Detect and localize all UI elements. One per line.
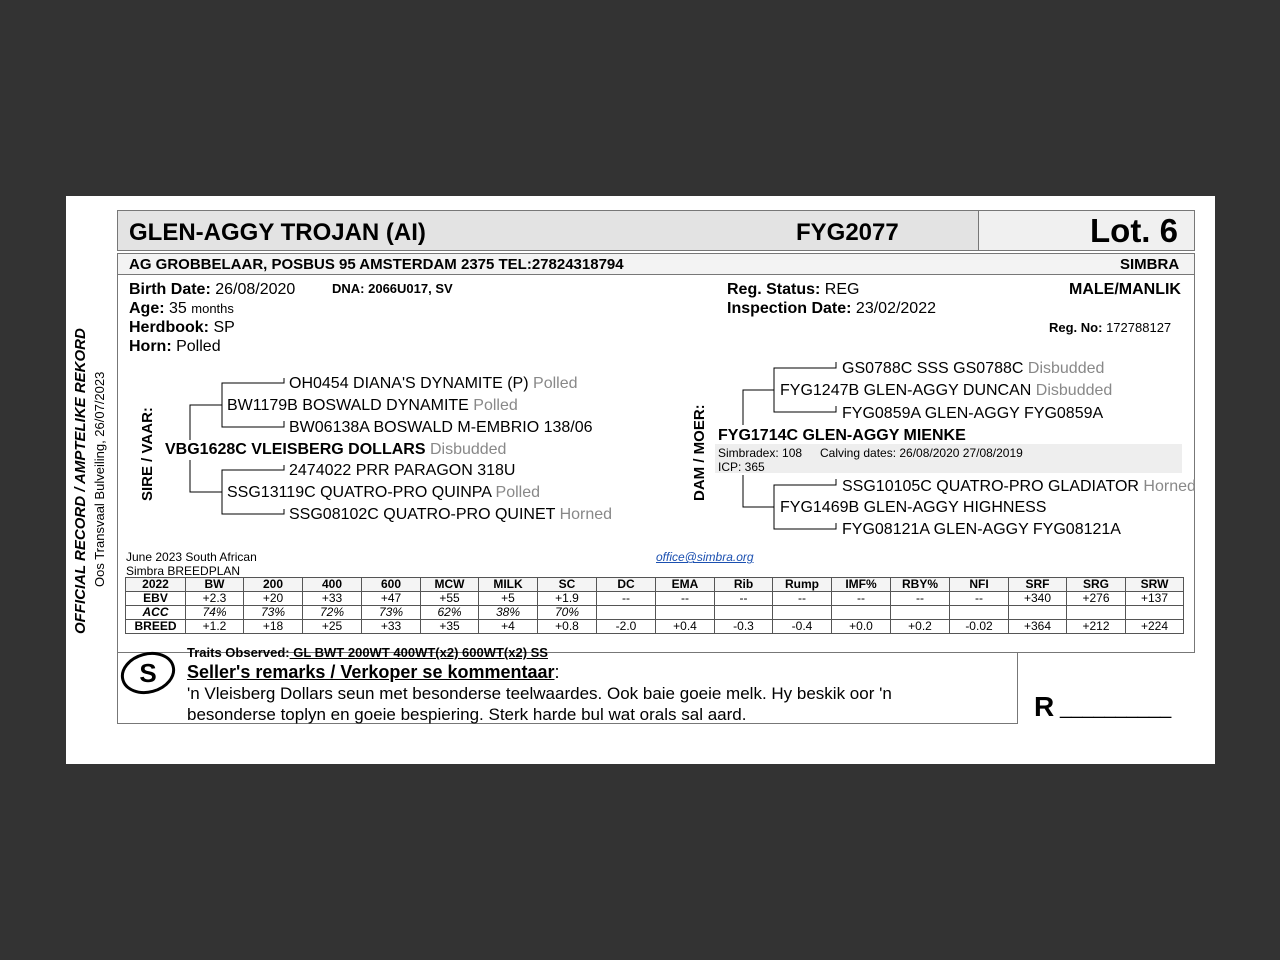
- dna-info: DNA: 2066U017, SV: [332, 281, 453, 296]
- dam-calving-dates: Calving dates: 26/08/2020 27/08/2019: [820, 446, 1023, 460]
- ebv-header-row: 2022 BW 200 400 600 MCW MILK SC DC EMA Rib Rump IMF% RBY% NFI SRF SRG SRW: [126, 578, 1184, 592]
- accuracy-row: ACC 74% 73% 72% 73% 62% 38% 70%: [126, 606, 1184, 620]
- sire-sire-sire: OH0454 DIANA'S DYNAMITE (P) Polled: [289, 375, 578, 392]
- breed-name: SIMBRA: [1120, 256, 1180, 273]
- inspection-date: Inspection Date: 23/02/2022: [727, 300, 936, 317]
- email-link[interactable]: office@simbra.org: [656, 550, 754, 564]
- sire-dam: SSG13119C QUATRO-PRO QUINPA Polled: [227, 484, 541, 501]
- ebv-row: EBV +2.3 +20 +33 +47 +55 +5 +1.9 -- -- -- -- -- -- -- +340 +276 +137: [126, 592, 1184, 606]
- breedplan-line-2: Simbra BREEDPLAN: [126, 564, 241, 578]
- dam-dam: FYG1469B GLEN-AGGY HIGHNESS: [780, 499, 1047, 516]
- sire-sire: BW1179B BOSWALD DYNAMITE Polled: [227, 397, 518, 414]
- dam-sire-sire: GS0788C SSS GS0788C Disbudded: [842, 360, 1105, 377]
- sire-dam-sire: 2474022 PRR PARAGON 318U: [289, 462, 516, 479]
- auction-label: Oos Transvaal Bulveiling, 26/07/2023: [92, 371, 107, 587]
- birth-date: Birth Date: 26/08/2020: [129, 281, 296, 298]
- simbra-logo-icon: [120, 650, 176, 696]
- price-currency: R: [1034, 691, 1055, 722]
- breedplan-line-1: June 2023 South African: [126, 550, 257, 564]
- animal-id: FYG2077: [796, 219, 899, 246]
- dam-label: DAM / MOER:: [691, 404, 708, 501]
- dam-name: FYG1714C GLEN-AGGY MIENKE: [718, 427, 966, 444]
- lot-number: Lot. 6: [1090, 212, 1178, 249]
- dam-dam-sire: SSG10105C QUATRO-PRO GLADIATOR Horned: [842, 478, 1196, 495]
- dam-sire: FYG1247B GLEN-AGGY DUNCAN Disbudded: [780, 382, 1113, 399]
- horn-status: Horn: Polled: [129, 338, 221, 355]
- official-record-label: OFFICIAL RECORD / AMPTELIKE REKORD: [72, 328, 89, 634]
- breed-average-row: BREED +1.2 +18 +25 +33 +35 +4 +0.8 -2.0 +0.4 -0.3 -0.4 +0.0 +0.2 -0.02 +364 +212 +224: [126, 620, 1184, 634]
- sire-name: VBG1628C VLEISBERG DOLLARS Disbudded: [165, 441, 507, 458]
- dam-icp: ICP: 365: [718, 460, 765, 474]
- ebv-table: [125, 577, 1184, 634]
- sire-dam-dam: SSG08102C QUATRO-PRO QUINET Horned: [289, 506, 613, 523]
- dam-simbradex: Simbradex: 108: [718, 446, 803, 460]
- price-blank[interactable]: __________: [1060, 697, 1172, 719]
- remarks-line-2: besonderse toplyn en goeie bespiering. Sterk harde bul wat orals sal aard.: [187, 705, 747, 724]
- remarks-line-1: 'n Vleisberg Dollars seun met besonderse teelwaardes. Ook baie goeie melk. Hy beskik oor 'n: [187, 684, 892, 703]
- traits-observed: Traits Observed: GL BWT 200WT 400WT(x2) 600WT(x2) SS: [187, 645, 548, 660]
- age: Age: 35 months: [129, 300, 234, 317]
- sire-label: SIRE / VAAR:: [139, 407, 156, 501]
- owner-address: AG GROBBELAAR, POSBUS 95 AMSTERDAM 2375 TEL:27824318794: [129, 256, 624, 273]
- remarks-title: Seller's remarks / Verkoper se kommentaar:: [187, 662, 560, 682]
- dam-sire-dam: FYG0859A GLEN-AGGY FYG0859A: [842, 405, 1104, 422]
- sex-label: MALE/MANLIK: [1069, 281, 1181, 298]
- herdbook: Herdbook: SP: [129, 319, 235, 336]
- svg-text:S: S: [139, 658, 157, 688]
- reg-status: Reg. Status: REG: [727, 281, 860, 298]
- sire-sire-dam: BW06138A BOSWALD M-EMBRIO 138/06: [289, 419, 593, 436]
- reg-number: Reg. No: 172788127: [1049, 320, 1172, 335]
- dam-dam-dam: FYG08121A GLEN-AGGY FYG08121A: [842, 521, 1121, 538]
- animal-name: GLEN-AGGY TROJAN (AI): [129, 219, 426, 246]
